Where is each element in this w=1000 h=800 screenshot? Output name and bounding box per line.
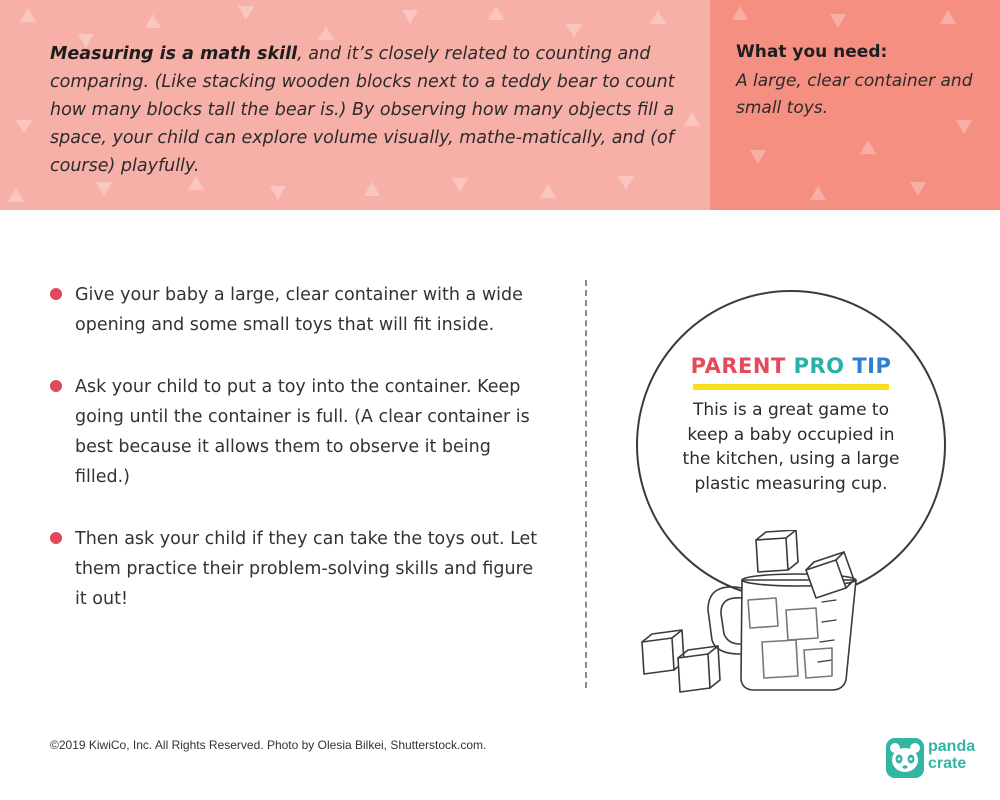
steps-list <box>48 280 548 646</box>
intro-paragraph <box>50 40 690 180</box>
tip-title-pro: PRO <box>793 354 845 378</box>
panda-logo-icon <box>886 738 924 778</box>
what-you-need-heading: What you need: <box>736 42 888 62</box>
bullet-dot-icon <box>50 288 62 300</box>
dashed-divider <box>585 280 587 688</box>
step-text: Then ask your child if they can take the toys out. Let them practice their problem-solving skills and figure it out! <box>75 529 538 609</box>
tip-title <box>636 354 946 378</box>
step-item <box>48 524 548 614</box>
step-item <box>48 372 548 492</box>
intro-bold-lead: Measuring is a math skill <box>50 44 298 64</box>
header-banner <box>0 0 1000 210</box>
intro-panel <box>0 0 710 210</box>
intro-text: , and it’s closely related to counting and comparing. (Like stacking wooden blocks next to a teddy bear to count how many blocks tall the bear is.) By observing how many objects fill a space, your child can explore volume visually, mathe-matically, and (of course) playfully. <box>50 44 675 176</box>
logo-line-crate: crate <box>928 755 967 772</box>
tip-title-tip: TIP <box>852 354 892 378</box>
step-text: Ask your child to put a toy into the container. Keep going until the container is full. (A clear container is best because it allows them to observe it being filled.) <box>75 377 530 487</box>
logo-wordmark <box>928 738 988 772</box>
tip-text: This is a great game to keep a baby occupied in the kitchen, using a large plastic measuring cup. <box>682 400 900 494</box>
tip-title-parent: PARENT <box>690 354 786 378</box>
measuring-cup-illustration <box>636 530 876 700</box>
tip-underline <box>693 384 889 390</box>
bullet-dot-icon <box>50 532 62 544</box>
logo-line-panda: panda <box>928 738 976 755</box>
step-text: Give your baby a large, clear container with a wide opening and some small toys that will fit inside. <box>75 285 523 335</box>
what-you-need-text: A large, clear container and small toys. <box>736 71 973 118</box>
bullet-dot-icon <box>50 380 62 392</box>
panda-crate-logo <box>886 738 986 778</box>
step-item <box>48 280 548 340</box>
copyright-footer: ©2019 KiwiCo, Inc. All Rights Reserved. Photo by Olesia Bilkei, Shutterstock.com. <box>50 738 487 752</box>
